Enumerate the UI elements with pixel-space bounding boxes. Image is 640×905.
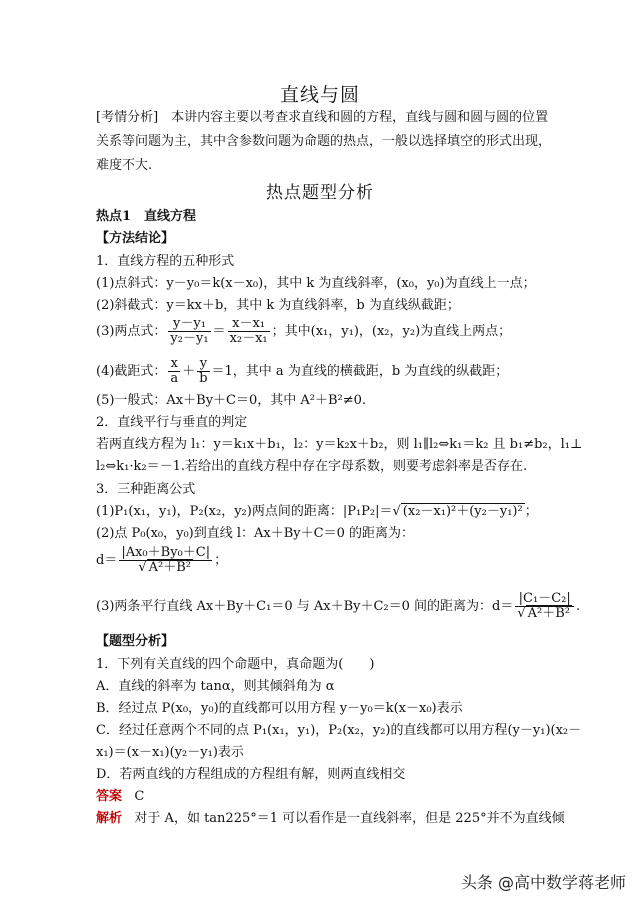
form-two-point-prefix: (3)两点式：: [96, 324, 167, 339]
fraction: [515, 592, 574, 621]
fraction-numerator: |Ax₀＋By₀＋C|: [121, 545, 211, 560]
form-point-slope: (1)点斜式：y－y₀＝k(x－x₀)，其中 k 为直线斜率，(x₀，y₀)为直线上一点；: [96, 276, 536, 291]
option-c-line-2: x₁)＝(x－x₁)(y₂－y₁)表示: [96, 745, 244, 760]
intro-line-1: [考情分析] 本讲内容主要以考查求直线和圆的方程，直线与圆和圆与圆的位置: [96, 110, 549, 125]
fraction-denominator: x₂－x₁: [229, 331, 268, 346]
fraction: [197, 357, 209, 386]
form-two-point-suffix: ；其中(x₁，y₁)，(x₂，y₂)为直线上两点；: [271, 324, 512, 339]
fraction: [228, 317, 270, 346]
distance-parallel-lines: [96, 592, 580, 621]
formula-suffix: .: [576, 599, 581, 614]
question-1: 1．下列有关直线的四个命题中，真命题为( ): [96, 657, 375, 672]
explanation-text: 对于 A，如 tan225°＝1 可以看作是一直线斜率，但是 225°并不为直线倾: [134, 811, 565, 826]
fraction-denominator: y₂－y₁: [170, 331, 209, 346]
form-slope-intercept: (2)斜截式：y＝kx＋b，其中 k 为直线斜率，b 为直线纵截距；: [96, 298, 460, 313]
form-intercept-prefix: (4)截距式：: [96, 364, 167, 379]
item1-heading: 1．直线方程的五种形式: [96, 254, 235, 269]
distance-point-line-text: (2)点 P₀(x₀，y₀)到直线 l：Ax＋By＋C＝0 的距离为：: [96, 526, 415, 541]
item2-line-1: 若两直线方程为 l₁：y＝k₁x＋b₁，l₂：y＝k₂x＋b₂，则 l₁∥l₂⇔k₁＝k₂ 且 b₁≠b₂，l₁⊥: [96, 437, 583, 452]
fraction-numerator: x: [168, 357, 180, 372]
formula-suffix: ；: [214, 553, 228, 568]
intro-line-2: 关系等问题为主，其中含参数问题为命题的热点，一般以选择填空的形式出现，: [96, 134, 552, 149]
sqrt-sign: √: [517, 606, 526, 621]
form-intercept: [96, 357, 508, 386]
sqrt-radicand: (x₂－x₁)²＋(y₂－y₁)²: [402, 504, 523, 519]
fraction: [168, 357, 180, 386]
fraction-denominator: a: [170, 371, 179, 386]
sqrt-radicand: A²＋B²: [148, 560, 192, 575]
hotspot-heading: 热点1 直线方程: [96, 209, 197, 224]
fraction-denominator: [515, 607, 574, 621]
formula-prefix: d＝: [96, 553, 118, 568]
plus-sign: ＋: [182, 364, 196, 379]
answer-label: 答案: [96, 789, 123, 804]
method-heading: 【方法结论】: [96, 231, 175, 246]
fraction-numerator: x－x₁: [228, 317, 270, 332]
item2-heading: 2．直线平行与垂直的判定: [96, 415, 248, 430]
option-a: A．直线的斜率为 tanα，则其倾斜角为 α: [96, 679, 335, 694]
explanation-row: [96, 811, 565, 827]
sqrt-radicand: A²＋B²: [527, 606, 571, 621]
fraction-denominator: [119, 561, 212, 575]
sqrt-sign: √: [392, 504, 401, 519]
fraction: [119, 546, 212, 575]
equals-sign: ＝: [212, 324, 226, 339]
distance-two-points-suffix: ；: [524, 504, 538, 519]
form-general: (5)一般式：Ax＋By＋C＝0，其中 A²＋B²≠0.: [96, 393, 367, 408]
fraction-numerator: y－y₁: [168, 317, 210, 332]
analysis-heading: 【题型分析】: [96, 634, 175, 649]
form-two-point: [96, 317, 511, 346]
sqrt-sign: √: [138, 560, 147, 575]
fraction-denominator: b: [199, 371, 208, 386]
section-title: 热点题型分析: [266, 183, 374, 203]
item3-heading: 3．三种距离公式: [96, 482, 196, 497]
distance-point-line-formula: [96, 546, 227, 575]
item2-line-2: l₂⇔k₁·k₂＝－1.若给出的直线方程中存在字母系数，则要考虑斜率是否存在.: [96, 459, 528, 474]
intro-line-3: 难度不大.: [96, 158, 153, 173]
distance-two-points-prefix: (1)P₁(x₁，y₁)，P₂(x₂，y₂)两点间的距离：|P₁P₂|＝: [96, 504, 393, 519]
fraction-numerator: |C₁－C₂|: [515, 592, 574, 607]
form-intercept-suffix: ＝1，其中 a 为直线的横截距，b 为直线的纵截距；: [211, 364, 509, 379]
watermark: 头条 @高中数学蒋老师: [460, 873, 626, 892]
distance-two-points: [96, 504, 538, 520]
formula-prefix: (3)两条平行直线 Ax＋By＋C₁＝0 与 Ax＋By＋C₂＝0 间的距离为：d＝: [96, 599, 514, 614]
fraction: [168, 317, 210, 346]
fraction-numerator: y: [197, 357, 209, 372]
answer-row: [96, 789, 144, 805]
option-c-line-1: C．经过任意两个不同的点 P₁(x₁，y₁)，P₂(x₂，y₂)的直线都可以用方程(y－y₁)(x₂－: [96, 723, 582, 738]
option-d: D．若两直线的方程组成的方程组有解，则两直线相交: [96, 767, 406, 782]
explanation-label: 解析: [96, 811, 123, 826]
answer-value: C: [134, 789, 145, 804]
option-b: B．经过点 P(x₀，y₀)的直线都可以用方程 y－y₀＝k(x－x₀)表示: [96, 701, 463, 716]
page-title: 直线与圆: [279, 84, 360, 106]
